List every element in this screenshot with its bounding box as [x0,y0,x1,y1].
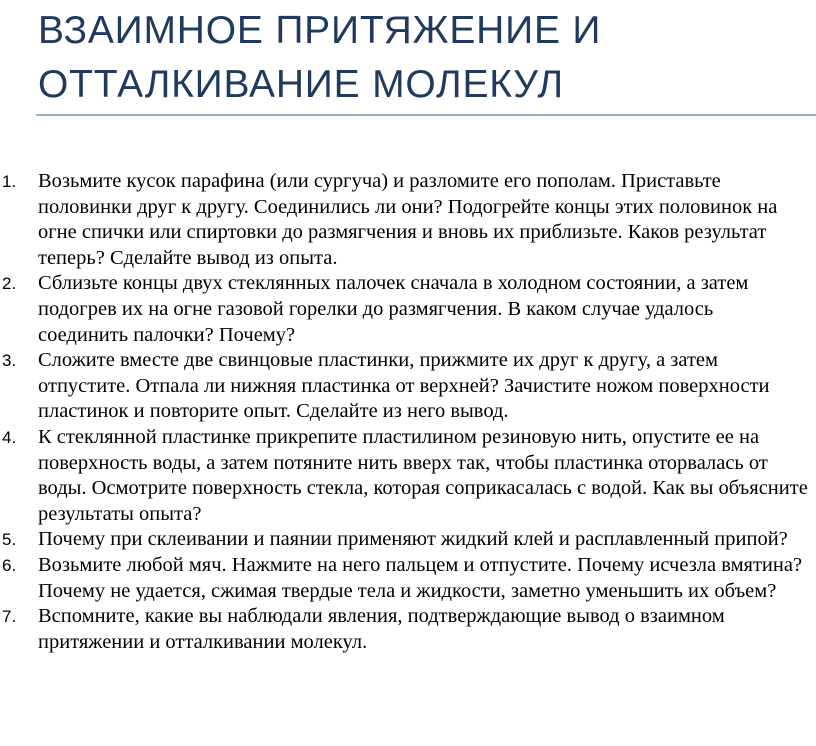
task-text: Сложите вместе две свинцовые пластинки, прижмите их друг к другу, а затем отпустите. Отпала ли нижняя пластинка от верхней? Зачистите ножом поверхности пластинок и повторите опыт. Сделайте из него вывод. [38,349,770,423]
task-item-5 [0,527,816,553]
task-text: Сблизьте концы двух стеклянных палочек сначала в холодном состоянии, а затем подогрев их на огне газовой горелки до размягчения. В каком случае удалось соединить палочки? Почему? [38,272,749,346]
task-number: 3. [2,351,17,371]
slide-title-line-1: ВЗАИМНОЕ ПРИТЯЖЕНИЕ И [38,9,602,52]
task-list [0,169,816,655]
task-text: Почему при склеивании и паянии применяют жидкий клей и расплавленный припой? [38,528,788,551]
task-text: Возьмите кусок парафина (или сургуча) и разломите его пополам. Приставьте половинки друг к другу. Соединились ли они? Подогрейте концы этих половинок на огне спички или спиртовки до размягчения и вновь их приблизьте. Каков результат теперь? Сделайте вывод из опыта. [38,170,778,269]
slide-title [38,4,798,112]
task-number: 1. [2,172,17,191]
task-item-1 [0,169,816,271]
task-number: 6. [2,555,17,575]
task-item-4 [0,425,816,527]
title-divider [36,114,816,116]
task-text: Вспомните, какие вы наблюдали явления, подтверждающие вывод о взаимном притяжении и отталкивании молекул. [38,605,725,653]
slide-title-line-2: ОТТАЛКИВАНИЕ МОЛЕКУЛ [38,63,564,106]
task-number: 5. [2,530,17,550]
task-number: 7. [2,607,17,627]
task-item-2 [0,271,816,348]
task-text: Возьмите любой мяч. Нажмите на него пальцем и отпустите. Почему исчезла вмятина? Почему не удается, сжимая твердые тела и жидкости, заметно уменьшить их объем? [38,553,803,602]
task-text: К стеклянной пластинке прикрепите пластилином резиновую нить, опустите ее на поверхность воды, а затем потяните нить вверх так, чтобы пластинка оторвалась от воды. Осмотрите поверхность стекла, которая соприкасалась с водой. Как вы объясните результаты опыта? [38,425,808,525]
task-number: 4. [2,427,17,447]
task-item-6 [0,553,816,604]
task-item-7 [0,604,816,655]
task-number: 2. [2,274,17,294]
task-item-3 [0,348,816,425]
